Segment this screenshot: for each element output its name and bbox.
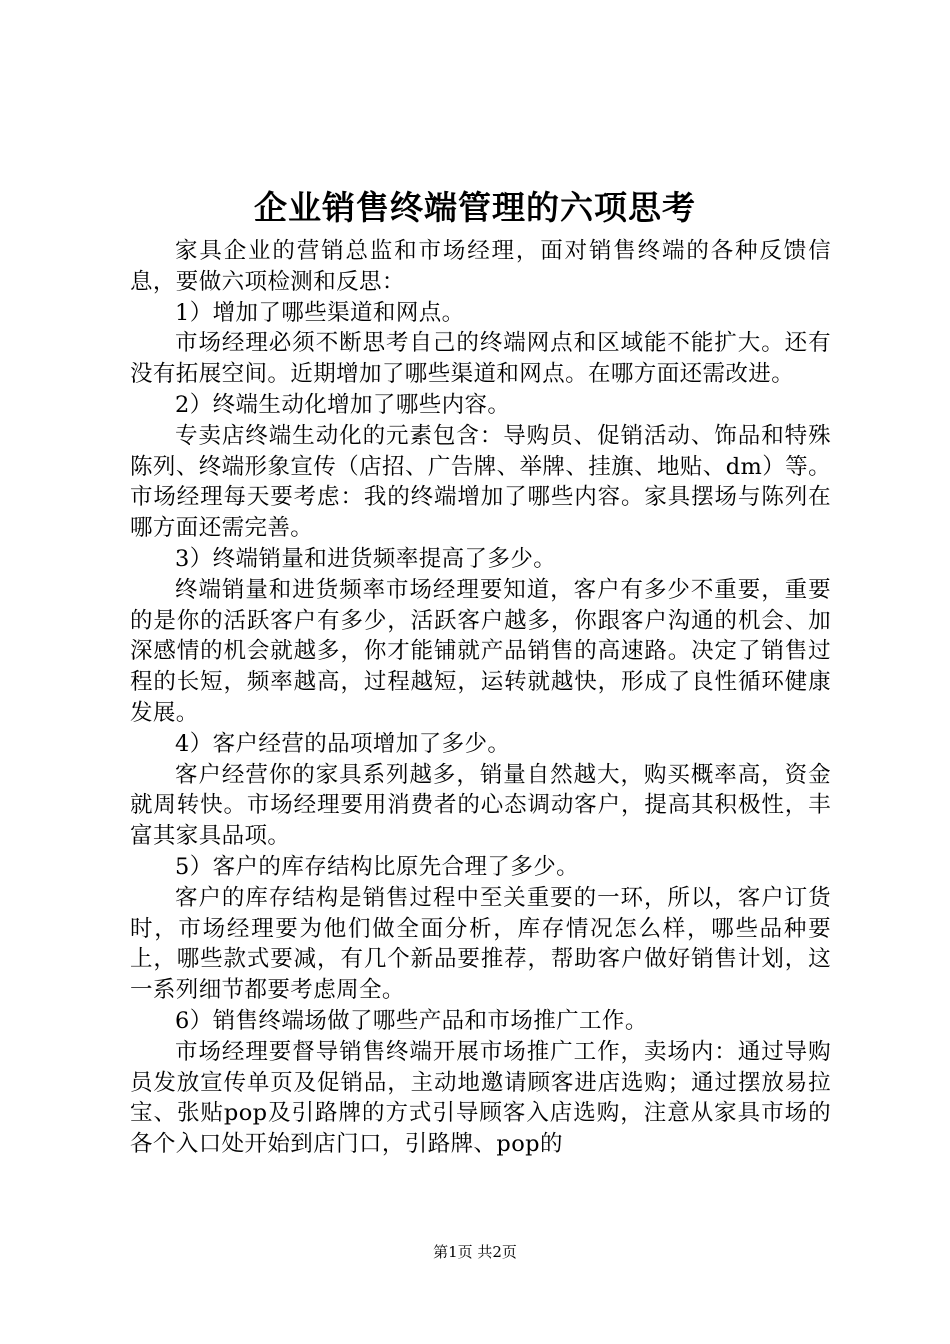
item-2-paragraph: 专卖店终端生动化的元素包含：导购员、促销活动、饰品和特殊陈列、终端形象宣传（店招、广告牌、举牌、挂旗、地贴、dm）等。市场经理每天要考虑：我的终端增加了哪些内容。家具摆场与陈列在哪方面还需完善。 — [130, 422, 831, 542]
item-5-heading: 5）客户的库存结构比原先合理了多少。 — [175, 853, 580, 880]
item-6-paragraph: 市场经理要督导销售终端开展市场推广工作，卖场内：通过导购员发放宣传单页及促销品，主动地邀请顾客进店选购；通过摆放易拉宝、张贴pop及引路牌的方式引导顾客入店选购，注意从家具市场的各个入口处开始到店门口，引路牌、pop的 — [130, 1038, 831, 1158]
item-3-heading: 3）终端销量和进货频率提高了多少。 — [175, 545, 557, 572]
item-1-paragraph: 市场经理必须不断思考自己的终端网点和区域能不能扩大。还有没有拓展空间。近期增加了哪些渠道和网点。在哪方面还需改进。 — [130, 330, 831, 388]
item-1-heading: 1）增加了哪些渠道和网点。 — [175, 299, 465, 326]
document-title: 企业销售终端管理的六项思考 — [254, 188, 696, 227]
item-5-paragraph: 客户的库存结构是销售过程中至关重要的一环，所以，客户订货时，市场经理要为他们做全面分析，库存情况怎么样，哪些品种要上，哪些款式要减，有几个新品要推荐，帮助客户做好销售计划，这一系列细节都要考虑周全。 — [130, 884, 831, 1004]
intro-paragraph: 家具企业的营销总监和市场经理，面对销售终端的各种反馈信息，要做六项检测和反思： — [130, 238, 831, 295]
item-3-paragraph: 终端销量和进货频率市场经理要知道，客户有多少不重要，重要的是你的活跃客户有多少，活跃客户越多，你跟客户沟通的机会、加深感情的机会就越多，你才能铺就产品销售的高速路。决定了销售过程的长短，频率越高，过程越短，运转就越快，形成了良性循环健康发展。 — [130, 576, 831, 726]
document-body — [130, 236, 831, 1160]
page-number-footer: 第1页 共2页 — [433, 1243, 517, 1261]
item-2-heading: 2）终端生动化增加了哪些内容。 — [175, 391, 511, 418]
item-4-heading: 4）客户经营的品项增加了多少。 — [175, 730, 511, 757]
item-6-heading: 6）销售终端场做了哪些产品和市场推广工作。 — [175, 1007, 648, 1034]
item-4-paragraph: 客户经营你的家具系列越多，销量自然越大，购买概率高，资金就周转快。市场经理要用消费者的心态调动客户，提高其积极性，丰富其家具品项。 — [130, 761, 831, 850]
